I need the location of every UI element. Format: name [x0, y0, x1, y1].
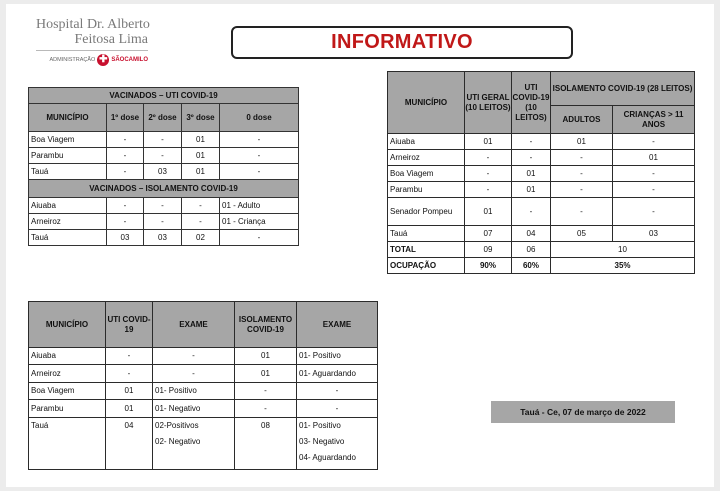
occupancy-table: [387, 71, 695, 274]
col-dose0: 0 dose: [220, 104, 299, 132]
cell: -: [551, 182, 613, 198]
table-row: [29, 348, 378, 365]
cell-municipio: Arneiroz: [29, 365, 106, 383]
cell: 04: [106, 418, 153, 470]
cell: -: [182, 214, 220, 230]
cell: -: [220, 230, 299, 246]
cell: 01: [182, 148, 220, 164]
cell-municipio: Parambu: [388, 182, 465, 198]
date-text: Tauá - Ce, 07 de março de 2022: [520, 407, 646, 417]
cell: 03: [107, 230, 144, 246]
cell: 01: [106, 383, 153, 400]
adm-label: ADMINISTRAÇÃO: [49, 57, 96, 63]
cell: -: [182, 198, 220, 214]
cell: 01: [106, 400, 153, 418]
cell-municipio: Tauá: [29, 418, 106, 470]
document-page: [6, 4, 714, 487]
cell: 01: [235, 365, 297, 383]
exam-result: 04- Aguardando: [299, 453, 356, 462]
cell-exame-list: [297, 418, 378, 470]
cell: 03: [613, 226, 695, 242]
cell: -: [297, 400, 378, 418]
cross-icon: ✚: [99, 54, 108, 65]
table-row: [388, 134, 695, 150]
table-row: [29, 230, 299, 246]
table-row: [29, 214, 299, 230]
total-label: TOTAL: [388, 242, 465, 258]
cell: 01: [182, 132, 220, 148]
col-criancas: CRIANÇAS > 11 ANOS: [613, 106, 695, 134]
cell: 90%: [465, 258, 512, 274]
cell: -: [153, 348, 235, 365]
cell: -: [551, 198, 613, 226]
cell: 01: [182, 164, 220, 180]
cell-municipio: Aiuaba: [388, 134, 465, 150]
brand-label: SÃOCAMILO: [111, 57, 148, 63]
cell: -: [144, 198, 182, 214]
occupancy-row: [388, 258, 695, 274]
cell: 09: [465, 242, 512, 258]
table-row: [29, 132, 299, 148]
cell: -: [465, 182, 512, 198]
cell: -: [512, 198, 551, 226]
cell: 60%: [512, 258, 551, 274]
cell: 01: [551, 134, 613, 150]
col-municipio: MUNICÍPIO: [29, 104, 107, 132]
cell-municipio: Arneiroz: [29, 214, 107, 230]
cell-municipio: Boa Viagem: [388, 166, 465, 182]
cell: -: [613, 166, 695, 182]
exams-table: [28, 301, 378, 470]
table-row: [29, 383, 378, 400]
cell: -: [220, 164, 299, 180]
cell: -: [235, 400, 297, 418]
table-row: [388, 150, 695, 166]
col-uti-covid: UTI COVID-19: [106, 302, 153, 348]
cell-municipio: Senador Pompeu: [388, 198, 465, 226]
col-uti-geral: UTI GERAL (10 LEITOS): [465, 72, 512, 134]
cell: 01- Negativo: [153, 400, 235, 418]
cell: 01 - Criança: [220, 214, 299, 230]
cell: -: [106, 365, 153, 383]
cell: 01: [465, 134, 512, 150]
cell: -: [512, 150, 551, 166]
cell: 01 - Adulto: [220, 198, 299, 214]
cell: -: [144, 148, 182, 164]
cell: 01- Aguardando: [297, 365, 378, 383]
col-dose2: 2º dose: [144, 104, 182, 132]
ocupacao-label: OCUPAÇÃO: [388, 258, 465, 274]
table-row: [29, 418, 378, 470]
exam-result: 01- Positivo: [299, 421, 341, 430]
cell: 04: [512, 226, 551, 242]
cell: 02: [182, 230, 220, 246]
cell: -: [512, 134, 551, 150]
cell-municipio: Aiuaba: [29, 198, 107, 214]
table-row: [29, 198, 299, 214]
cell: 03: [144, 164, 182, 180]
col-isolamento: ISOLAMENTO COVID-19: [235, 302, 297, 348]
total-row: [388, 242, 695, 258]
cell: 01: [512, 166, 551, 182]
exam-result: 03- Negativo: [299, 437, 345, 446]
table-row: [29, 164, 299, 180]
cell: -: [613, 198, 695, 226]
cell: 01: [613, 150, 695, 166]
cell: 01- Positivo: [297, 348, 378, 365]
col-municipio: MUNICÍPIO: [29, 302, 106, 348]
col-dose3: 3º dose: [182, 104, 220, 132]
cell: 01- Positivo: [153, 383, 235, 400]
col-adultos: ADULTOS: [551, 106, 613, 134]
cell: 05: [551, 226, 613, 242]
hospital-name-line2: Feitosa Lima: [74, 32, 148, 47]
logo-divider: [36, 50, 148, 51]
table-row: [388, 198, 695, 226]
cell: -: [144, 132, 182, 148]
cell: 10: [551, 242, 695, 258]
cell: -: [551, 166, 613, 182]
cell: -: [613, 134, 695, 150]
cell: -: [107, 164, 144, 180]
cell-municipio: Parambu: [29, 400, 106, 418]
table-row: [29, 148, 299, 164]
cell: -: [153, 365, 235, 383]
table-row: [388, 226, 695, 242]
cell: 35%: [551, 258, 695, 274]
hospital-logo: [36, 17, 148, 66]
col-exame-iso: EXAME: [297, 302, 378, 348]
cell: -: [144, 214, 182, 230]
col-dose1: 1º dose: [107, 104, 144, 132]
hospital-name-line1: Hospital Dr. Alberto: [36, 17, 150, 32]
exam-result: 02- Negativo: [155, 437, 201, 446]
table-row: [29, 400, 378, 418]
vaccinated-uti-title: VACINADOS – UTI COVID-19: [29, 88, 299, 104]
cell-municipio: Arneiroz: [388, 150, 465, 166]
cell: 08: [235, 418, 297, 470]
cell-municipio: Boa Viagem: [29, 383, 106, 400]
cell: -: [465, 166, 512, 182]
table-row: [388, 166, 695, 182]
exam-result: 02-Positivos: [155, 421, 199, 430]
col-uti-covid: UTI COVID-19 (10 LEITOS): [512, 72, 551, 134]
cell: -: [465, 150, 512, 166]
col-exame-uti: EXAME: [153, 302, 235, 348]
cell: -: [106, 348, 153, 365]
cell: 01: [512, 182, 551, 198]
title-box: [231, 26, 573, 59]
date-box: [491, 401, 675, 423]
cell: -: [551, 150, 613, 166]
col-isolamento: ISOLAMENTO COVID-19 (28 LEITOS): [551, 72, 695, 106]
page-title: INFORMATIVO: [331, 31, 473, 53]
cell: -: [107, 198, 144, 214]
cell: -: [613, 182, 695, 198]
cell: 06: [512, 242, 551, 258]
cell: -: [235, 383, 297, 400]
cell-municipio: Aiuaba: [29, 348, 106, 365]
administration-line: [36, 54, 148, 66]
cell: 07: [465, 226, 512, 242]
cell-municipio: Tauá: [388, 226, 465, 242]
cell: -: [107, 214, 144, 230]
cell-municipio: Boa Viagem: [29, 132, 107, 148]
cell: -: [107, 148, 144, 164]
cell-municipio: Tauá: [29, 230, 107, 246]
cell: 01: [235, 348, 297, 365]
cell: 01: [465, 198, 512, 226]
cell: -: [107, 132, 144, 148]
vaccinated-iso-title: VACINADOS – ISOLAMENTO COVID-19: [29, 180, 299, 198]
table-row: [29, 365, 378, 383]
cell: -: [297, 383, 378, 400]
cell: -: [220, 132, 299, 148]
cell-exame-list: [153, 418, 235, 470]
cell: 03: [144, 230, 182, 246]
cell-municipio: Parambu: [29, 148, 107, 164]
table-row: [388, 182, 695, 198]
cell-municipio: Tauá: [29, 164, 107, 180]
cell: -: [220, 148, 299, 164]
col-municipio: MUNICÍPIO: [388, 72, 465, 134]
vaccinated-table: [28, 87, 299, 246]
